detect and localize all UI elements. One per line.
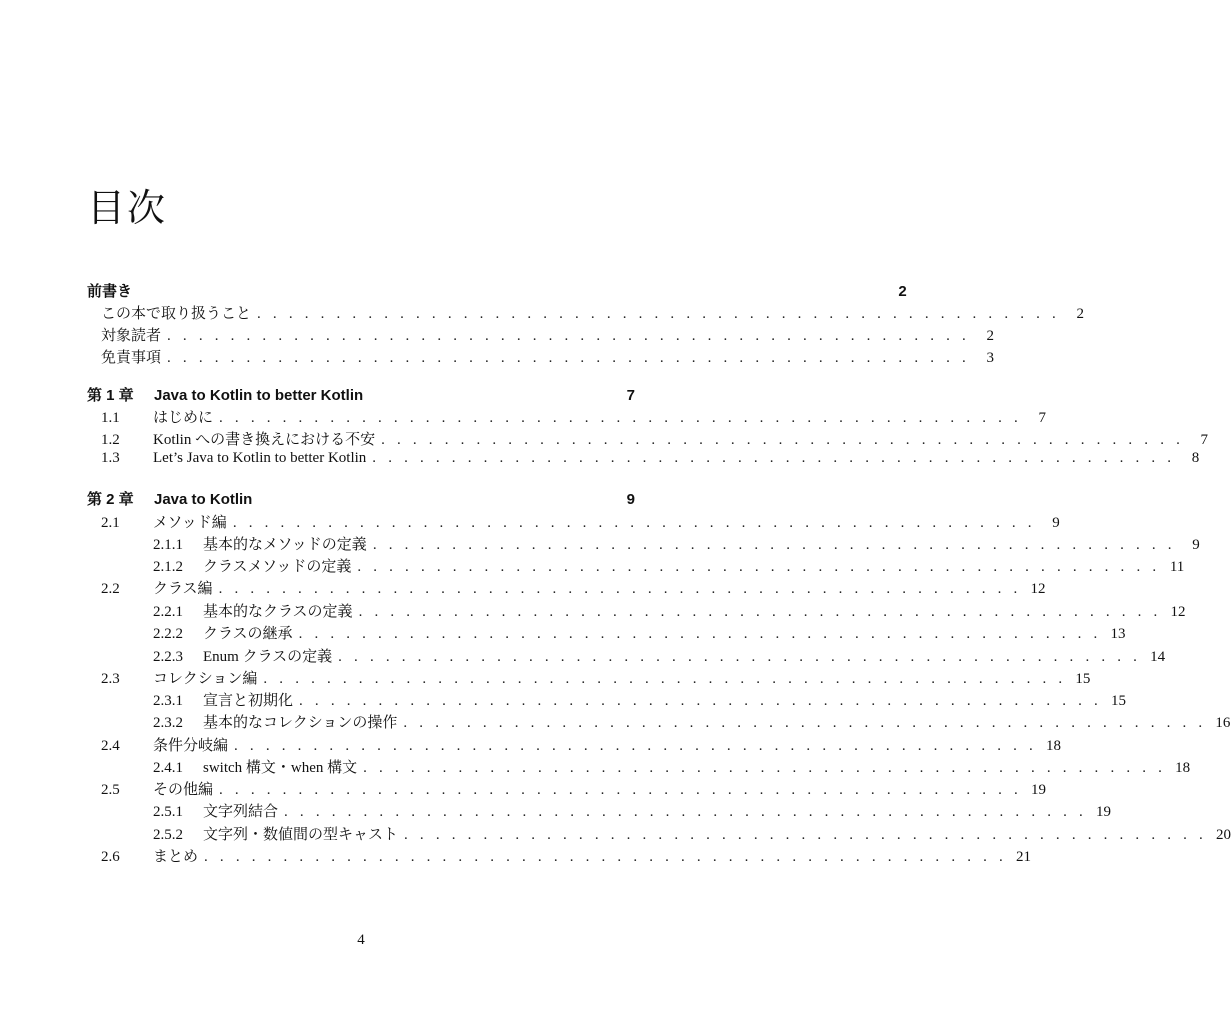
toc-section-number: 2.3	[101, 671, 120, 687]
toc-entry[interactable]: 2.5.2 文字列・数値間の型キャスト . . . . . . . . . . . . . . . . . . . . . . . . . . . . . . . . . . . . . . . . . . . . . . . . . . . 20	[153, 823, 635, 845]
toc-subsection-number: 2.5.2	[153, 827, 183, 843]
toc-entry-page: 11	[1169, 559, 1185, 575]
toc-entry-title: 文字列・数値間の型キャスト	[203, 827, 399, 843]
toc-entry-page: 20	[1215, 827, 1231, 843]
toc-entry[interactable]: 2.3 コレクション編 . . . . . . . . . . . . . . . . . . . . . . . . . . . . . . . . . . . . . . . . . . . . . . . . . . . 15	[101, 667, 635, 689]
toc-entry[interactable]: 2.2.2 クラスの継承 . . . . . . . . . . . . . . . . . . . . . . . . . . . . . . . . . . . . . . . . . . . . . . . . . . . 13	[153, 622, 635, 644]
toc-entry-title: switch 構文・when 構文	[203, 760, 358, 776]
toc-entry[interactable]: 2.4 条件分岐編 . . . . . . . . . . . . . . . . . . . . . . . . . . . . . . . . . . . . . . . . . . . . . . . . . . . 18	[101, 734, 635, 756]
toc-entry-title: この本で取り扱うこと	[101, 306, 252, 322]
toc-entry[interactable]: 2.2.3 Enum クラスの定義 . . . . . . . . . . . . . . . . . . . . . . . . . . . . . . . . . . . . . . . . . . . . . . . . . . . 14	[153, 645, 635, 667]
toc-entry[interactable]: 1.3 Let’s Java to Kotlin to better Kotlin . . . . . . . . . . . . . . . . . . . . . . . . . . . . . . . . . . . . . . . . . . . . . . . . . . . 8	[101, 450, 1200, 466]
toc-entry-title: はじめに	[153, 410, 214, 426]
toc-entry-page: 2	[898, 283, 907, 300]
toc-entry[interactable]: 2.2.1 基本的なクラスの定義 . . . . . . . . . . . . . . . . . . . . . . . . . . . . . . . . . . . . . . . . . . . . . . . . . . . 12	[153, 600, 635, 622]
toc-entry-page: 9	[1052, 515, 1060, 531]
toc-entry-page: 9	[626, 491, 635, 508]
toc-entry-title: 基本的なコレクションの操作	[203, 715, 398, 731]
toc-entry-title: 対象読者	[101, 328, 162, 344]
toc-chapter-number: 第 2 章	[87, 491, 134, 508]
toc-entry-title: Let’s Java to Kotlin to better Kotlin	[153, 450, 367, 466]
toc-entry-title: まとめ	[153, 849, 199, 865]
toc-entry-page: 15	[1075, 671, 1091, 687]
toc-entry[interactable]: 対象読者 . . . . . . . . . . . . . . . . . . . . . . . . . . . . . . . . . . . . . . . . . . . . . . . . . . . 2	[101, 324, 635, 346]
toc-entry-page: 18	[1045, 738, 1061, 754]
toc-entry-page: 7	[1038, 410, 1046, 426]
toc-entry[interactable]: 2.3.2 基本的なコレクションの操作 . . . . . . . . . . . . . . . . . . . . . . . . . . . . . . . . . . . . . . . . . . . . . . . . . . . 16	[153, 711, 635, 733]
toc-entry[interactable]: 2.2 クラス編 . . . . . . . . . . . . . . . . . . . . . . . . . . . . . . . . . . . . . . . . . . . . . . . . . . . 12	[101, 577, 635, 599]
toc-entry-chapter-2[interactable]	[87, 488, 635, 510]
toc-entry-page: 7	[1200, 432, 1209, 448]
toc-entry-title: Java to Kotlin to better Kotlin	[154, 387, 364, 404]
toc-entry[interactable]: 1.2 Kotlin への書き換えにおける不安 . . . . . . . . . . . . . . . . . . . . . . . . . . . . . . . . . . . . . . . . . . . . . . . . . . . 7	[101, 428, 635, 450]
toc-entry-page: 7	[626, 387, 635, 404]
toc-entry-title: クラスメソッドの定義	[203, 559, 352, 575]
page-title: 目次	[87, 186, 168, 231]
toc-entry-title: 免責事項	[101, 350, 162, 366]
toc-section-number: 2.5	[101, 782, 120, 798]
toc-entry-title: Kotlin への書き換えにおける不安	[153, 432, 376, 448]
toc-entry-page: 12	[1170, 604, 1186, 620]
toc-entry-page: 19	[1095, 804, 1111, 820]
toc-entry-page: 8	[1191, 450, 1200, 466]
toc-entry-page: 21	[1015, 849, 1031, 865]
toc-entry-page: 18	[1175, 760, 1191, 776]
toc-entry-page: 13	[1110, 626, 1126, 642]
toc-entry-page: 12	[1030, 581, 1046, 597]
toc-entry-title: 基本的なメソッドの定義	[203, 537, 367, 553]
toc-entry-preface[interactable]	[87, 280, 907, 302]
toc-entry-title: クラスの継承	[203, 626, 293, 642]
toc-entry-title: 基本的なクラスの定義	[203, 604, 353, 620]
toc-entry[interactable]: 2.5 その他編 . . . . . . . . . . . . . . . . . . . . . . . . . . . . . . . . . . . . . . . . . . . . . . . . . . . 19	[101, 778, 635, 800]
toc-entry-chapter-1[interactable]	[87, 384, 635, 406]
toc-subsection-number: 2.1.1	[153, 537, 183, 553]
toc-entry[interactable]: 1.1 はじめに . . . . . . . . . . . . . . . . . . . . . . . . . . . . . . . . . . . . . . . . . . . . . . . . . . . 7	[101, 406, 635, 428]
toc-subsection-number: 2.1.2	[153, 559, 183, 575]
toc-entry-title: 前書き	[87, 283, 133, 300]
toc-subsection-number: 2.3.2	[153, 715, 183, 731]
toc-entry-title: クラス編	[153, 581, 213, 597]
toc-subsection-number: 2.2.2	[153, 626, 183, 642]
toc-entry-page: 19	[1030, 782, 1046, 798]
toc-entry[interactable]: 2.6 まとめ . . . . . . . . . . . . . . . . . . . . . . . . . . . . . . . . . . . . . . . . . . . . . . . . . . . 21	[101, 845, 635, 867]
toc-entry-page: 14	[1150, 649, 1166, 665]
toc-entry-title: Java to Kotlin	[154, 491, 253, 508]
toc-entry[interactable]: 免責事項 . . . . . . . . . . . . . . . . . . . . . . . . . . . . . . . . . . . . . . . . . . . . . . . . . . . 3	[101, 346, 635, 368]
toc-entry-title: 文字列結合	[203, 804, 279, 820]
toc-section-number: 2.1	[101, 515, 120, 531]
toc-section-number: 1.3	[101, 450, 120, 466]
toc-entry[interactable]: 2.5.1 文字列結合 . . . . . . . . . . . . . . . . . . . . . . . . . . . . . . . . . . . . . . . . . . . . . . . . . . . 19	[153, 800, 635, 822]
toc-entry-page: 9	[1192, 537, 1200, 553]
toc-entry-title: Enum クラスの定義	[203, 649, 333, 665]
toc-chapter-number: 第 1 章	[87, 387, 134, 404]
toc-entry[interactable]: この本で取り扱うこと . . . . . . . . . . . . . . . . . . . . . . . . . . . . . . . . . . . . . . . . . . . . . . . . . . . 2	[101, 302, 635, 324]
toc-section-number: 2.2	[101, 581, 120, 597]
toc-subsection-number: 2.3.1	[153, 693, 183, 709]
toc-entry[interactable]: 2.4.1 switch 構文・when 構文 . . . . . . . . . . . . . . . . . . . . . . . . . . . . . . . . . . . . . . . . . . . . . . . . . . . 18	[153, 756, 635, 778]
toc-entry-title: メソッド編	[153, 515, 227, 531]
toc-entry[interactable]: 2.1.1 基本的なメソッドの定義 . . . . . . . . . . . . . . . . . . . . . . . . . . . . . . . . . . . . . . . . . . . . . . . . . . . 9	[153, 533, 635, 555]
toc-entry-page: 16	[1215, 715, 1231, 731]
page-number: 4	[357, 932, 365, 948]
toc-entry-page: 15	[1110, 693, 1126, 709]
toc-entry-title: 宣言と初期化	[203, 693, 294, 709]
toc-subsection-number: 2.5.1	[153, 804, 183, 820]
toc-subsection-number: 2.2.1	[153, 604, 183, 620]
toc-section-number: 2.6	[101, 849, 120, 865]
toc-section-number: 1.2	[101, 432, 120, 448]
toc-entry-page: 2	[986, 328, 994, 344]
toc-section-number: 1.1	[101, 410, 120, 426]
toc-entry-title: その他編	[153, 782, 214, 798]
toc-entry[interactable]: 2.1.2 クラスメソッドの定義 . . . . . . . . . . . . . . . . . . . . . . . . . . . . . . . . . . . . . . . . . . . . . . . . . . . 11	[153, 555, 635, 577]
toc-section-number: 2.4	[101, 738, 120, 754]
toc-subsection-number: 2.4.1	[153, 760, 183, 776]
toc-entry[interactable]: 2.3.1 宣言と初期化 . . . . . . . . . . . . . . . . . . . . . . . . . . . . . . . . . . . . . . . . . . . . . . . . . . . 15	[153, 689, 635, 711]
toc-subsection-number: 2.2.3	[153, 649, 183, 665]
toc-entry-title: 条件分岐編	[153, 738, 229, 754]
toc-entry-page: 2	[1076, 306, 1084, 322]
toc-entry[interactable]: 2.1 メソッド編 . . . . . . . . . . . . . . . . . . . . . . . . . . . . . . . . . . . . . . . . . . . . . . . . . . . 9	[101, 511, 635, 533]
toc-entry-title: コレクション編	[153, 671, 258, 687]
toc-entry-page: 3	[986, 350, 994, 366]
